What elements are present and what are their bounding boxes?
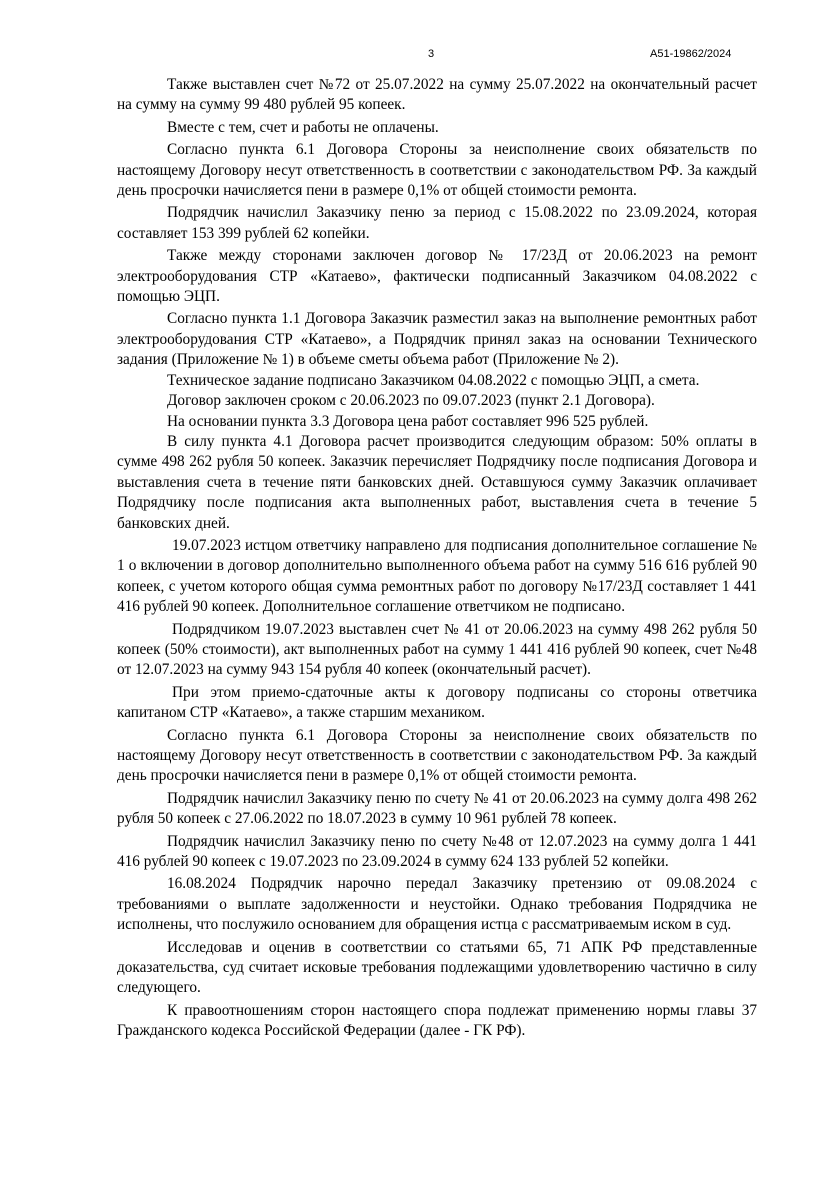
paragraph: Согласно пункта 6.1 Договора Стороны за неисполнение своих обязательств по настоящему Договору несут ответственность в соответствии с законодательством РФ. За каждый день просрочки начисляется пени в размере 0,1% от общей стоимости ремонта. xyxy=(117,726,757,785)
paragraph: В силу пункта 4.1 Договора расчет производится следующим образом: 50% оплаты в сумме 498 262 рубля 50 копеек. Заказчик перечисляет Подрядчику после подписания Договора и выставления счета в течение пяти банковских дней. Оставшуюся сумму Заказчик оплачивает Подрядчику после подписания акта выполненных работ, выставления счета в течение 5 банковских дней. xyxy=(117,432,757,532)
paragraph: К правоотношениям сторон настоящего спора подлежат применению нормы главы 37 Гражданского кодекса Российской Федерации (далее - ГК РФ). xyxy=(117,1001,757,1040)
paragraph: Подрядчик начислил Заказчику пеню по счету №48 от 12.07.2023 на сумму долга 1 441 416 рублей 90 копеек с 19.07.2023 по 23.09.2024 в сумму 624 133 рублей 52 копейки. xyxy=(117,832,757,871)
paragraph: Подрядчик начислил Заказчику пеню за период с 15.08.2022 по 23.09.2024, которая составляет 153 399 рублей 62 копейки. xyxy=(117,204,757,242)
paragraph: Договор заключен сроком с 20.06.2023 по 09.07.2023 (пункт 2.1 Договора). xyxy=(167,392,655,410)
paragraph: Также выставлен счет №72 от 25.07.2022 на сумму 25.07.2022 на окончательный расчет на сумму на сумму 99 480 рублей 95 копеек. xyxy=(117,76,757,114)
paragraph: Также между сторонами заключен договор № 17/23Д от 20.06.2023 на ремонт электрооборудования СТР «Катаево», фактически подписанный Заказчиком 04.08.2022 с помощью ЭЦП. xyxy=(117,247,757,306)
document-body xyxy=(117,75,757,1044)
page-number: 3 xyxy=(428,48,435,60)
paragraph: Согласно пункта 6.1 Договора Стороны за неисполнение своих обязательств по настоящему Договору несут ответственность в соответствии с законодательством РФ. За каждый день просрочки начисляется пени в размере 0,1% от общей стоимости ремонта. xyxy=(117,141,757,200)
paragraph: 16.08.2024 Подрядчик нарочно передал Заказчику претензию от 09.08.2024 с требованиями о выплате задолженности и неустойки. Однако требования Подрядчика не исполнены, что послужило основанием для обращения истца с рассматриваемым иском в суд. xyxy=(117,875,757,934)
case-number: А51-19862/2024 xyxy=(650,48,732,60)
paragraph: На основании пункта 3.3 Договора цена работ составляет 996 525 рублей. xyxy=(167,412,649,430)
paragraph: Согласно пункта 1.1 Договора Заказчик разместил заказ на выполнение ремонтных работ электрооборудования СТР «Катаево», а Подрядчик принял заказ на основании Технического задания (Приложение № 1) в объеме сметы объема работ (Приложение № 2). xyxy=(117,310,757,369)
paragraph: Подрядчиком 19.07.2023 выставлен счет № 41 от 20.06.2023 на сумму 498 262 рубля 50 копеек (50% стоимости), акт выполненных работ на сумму 1 441 416 рублей 90 копеек, счет №48 от 12.07.2023 на сумму 943 154 рубля 40 копеек (окончательный расчет). xyxy=(117,620,757,679)
paragraph: Вместе с тем, счет и работы не оплачены. xyxy=(167,118,439,136)
paragraph: Подрядчик начислил Заказчику пеню по счету № 41 от 20.06.2023 на сумму долга 498 262 рубля 50 копеек с 27.06.2022 по 18.07.2023 в сумму 10 961 рублей 78 копеек. xyxy=(117,789,757,828)
paragraph: 19.07.2023 истцом ответчику направлено для подписания дополнительное соглашение № 1 о включении в договор дополнительно выполненного объема работ на сумму 516 616 рублей 90 копеек, с учетом которого общая сумма ремонтных работ по договору №17/23Д составляет 1 441 416 рублей 90 копеек. Дополнительное соглашение ответчиком не подписано. xyxy=(117,536,757,616)
paragraph: Техническое задание подписано Заказчиком 04.08.2022 с помощью ЭЦП, а смета. xyxy=(167,371,700,389)
paragraph: Исследовав и оценив в соответствии со статьями 65, 71 АПК РФ представленные доказательства, суд считает исковые требования подлежащими удовлетворению частично в силу следующего. xyxy=(117,938,757,997)
paragraph: При этом приемо-сдаточные акты к договору подписаны со стороны ответчика капитаном СТР «Катаево», а также старшим механиком. xyxy=(117,683,757,722)
